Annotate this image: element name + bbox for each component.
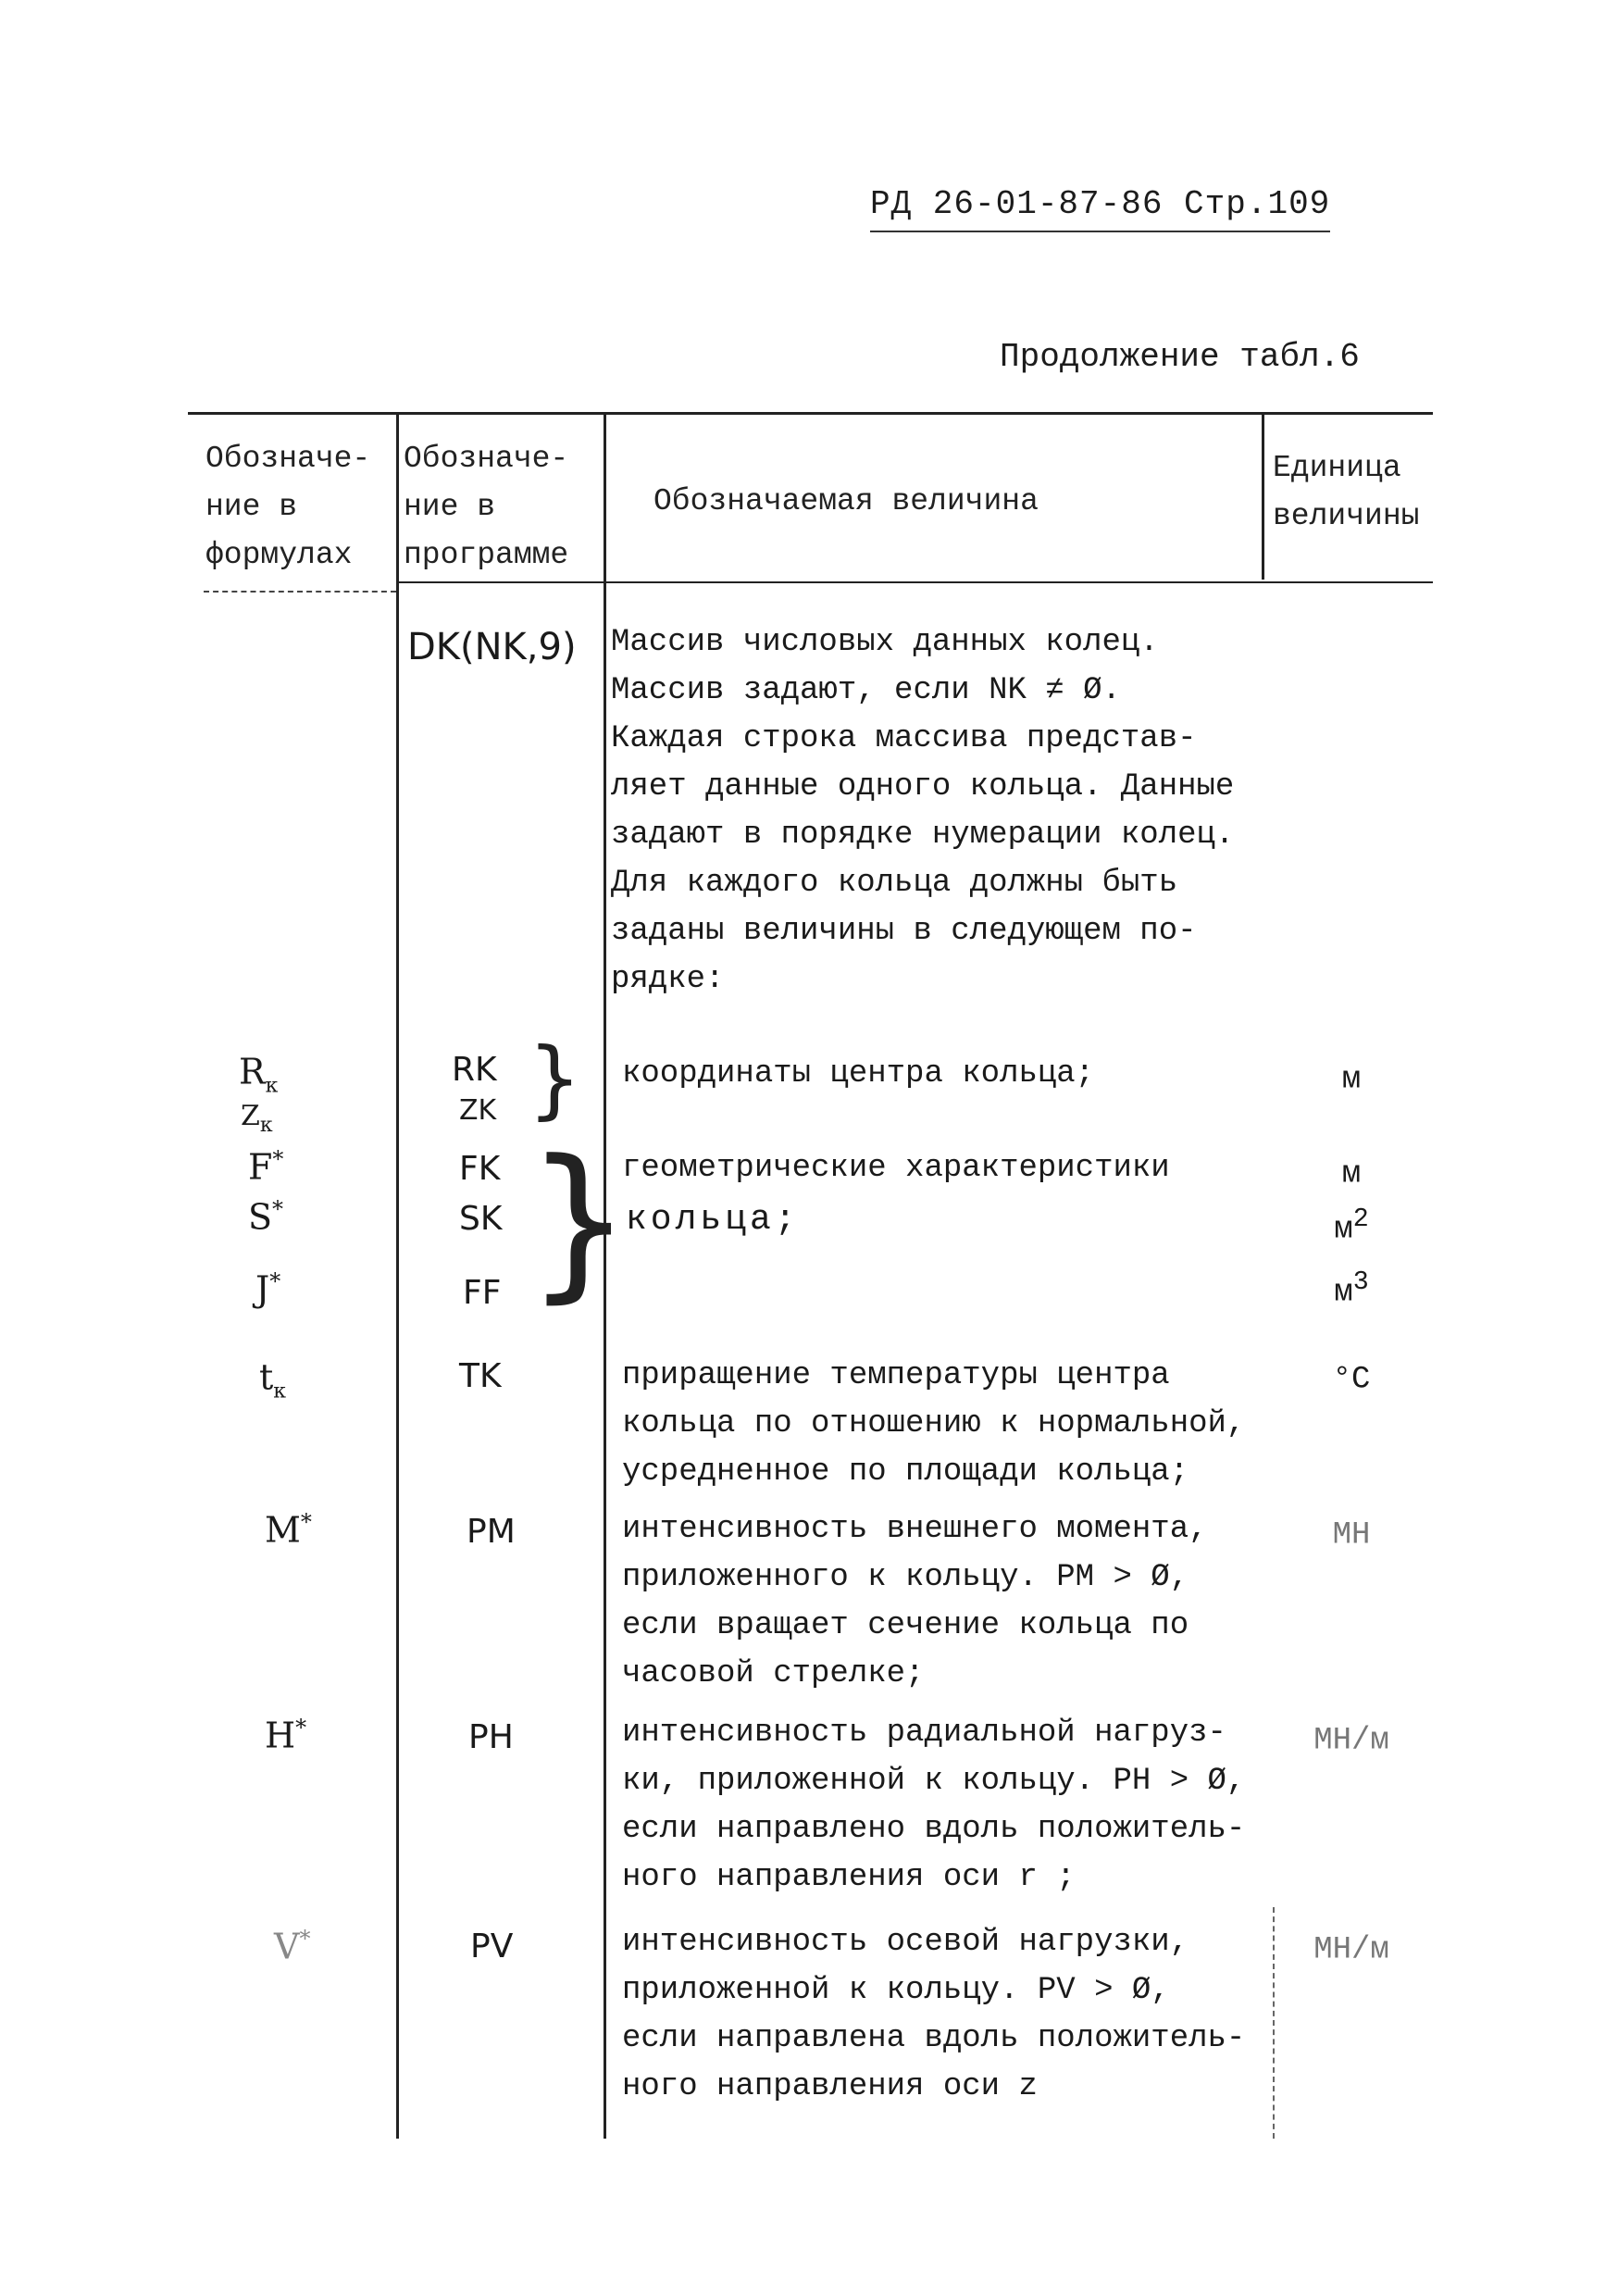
row-description: интенсивность радиальной нагруз- ки, приложенной к кольцу. PH > Ø, если направлено вдоль положитель- ного направления оси r ;: [622, 1716, 1246, 1895]
unit-value: $м^3$: [1334, 1267, 1369, 1311]
unit-value: °C: [1332, 1362, 1371, 1398]
header-quantity: Обозначаемая величина: [653, 484, 1039, 518]
formula-symbol: $t_к$: [259, 1356, 287, 1404]
formula-symbol: H*: [265, 1715, 307, 1756]
formula-symbol: V*: [274, 1926, 311, 1967]
formula-symbol: J*: [255, 1268, 281, 1310]
header-formula: Обозначе- ние в формулах: [205, 442, 371, 572]
header-unit: Единица величины: [1273, 451, 1420, 533]
program-name: ZK: [459, 1094, 497, 1127]
row-description: кольца;: [626, 1200, 800, 1240]
column-divider-1: [396, 415, 399, 2139]
program-name: PV: [470, 1928, 514, 1965]
program-name: PM: [467, 1513, 516, 1551]
column-divider-3: [1262, 415, 1264, 580]
intro-description: Массив числовых данных колец. Массив задают, если NK ≠ Ø. Каждая строка массива представ- ляет данные одного кольца. Данные задают в порядке нумерации колец. Для каждого кольца должны быть заданы величины в следующем по- рядке:: [611, 625, 1235, 997]
table-top-rule: [188, 412, 1433, 415]
document-reference: РД 26-01-87-86 Стр.109: [870, 185, 1330, 232]
program-name: PH: [468, 1718, 514, 1756]
unit-value: м: [1341, 1156, 1362, 1192]
program-name-dk: DK(NK,9): [407, 626, 577, 668]
program-name: SK: [459, 1200, 503, 1238]
header-bottom-rule-left: [204, 591, 396, 593]
row-description: геометрические характеристики: [622, 1151, 1170, 1186]
unit-value: МН/м: [1313, 1932, 1389, 1968]
table-continuation-label: Продолжение табл.6: [1000, 338, 1360, 376]
brace-right: }: [528, 1029, 582, 1129]
formula-symbol: S*: [248, 1196, 284, 1238]
unit-value: $м^2$: [1334, 1204, 1369, 1248]
row-description: приращение температуры центра кольца по отношению к нормальной, усредненное по площади кольца;: [622, 1358, 1246, 1490]
program-name: RK: [452, 1051, 497, 1089]
program-name: FK: [459, 1150, 501, 1188]
header-program: Обозначе- ние в программе: [404, 442, 569, 572]
brace-right: }: [526, 1125, 632, 1318]
unit-value: м: [1341, 1062, 1362, 1098]
formula-symbol: M*: [265, 1509, 312, 1551]
program-name: TK: [459, 1357, 502, 1395]
row-description: координаты центра кольца;: [622, 1056, 1095, 1092]
row-description: интенсивность осевой нагрузки, приложенной к кольцу. PV > Ø, если направлена вдоль положитель- ного направления оси z: [622, 1925, 1246, 2104]
formula-symbol: $R_к$: [239, 1051, 279, 1098]
formula-symbol: F*: [248, 1146, 284, 1188]
program-name: FF: [463, 1274, 502, 1312]
unit-value: МН/м: [1313, 1723, 1389, 1759]
formula-symbol: $Z_к$: [241, 1100, 273, 1137]
row-description: интенсивность внешнего момента, приложенного к кольцу. PM > Ø, если вращает сечение кольца по часовой стрелке;: [622, 1512, 1208, 1691]
header-bottom-rule: [396, 581, 1433, 583]
unit-value: МН: [1332, 1517, 1371, 1554]
